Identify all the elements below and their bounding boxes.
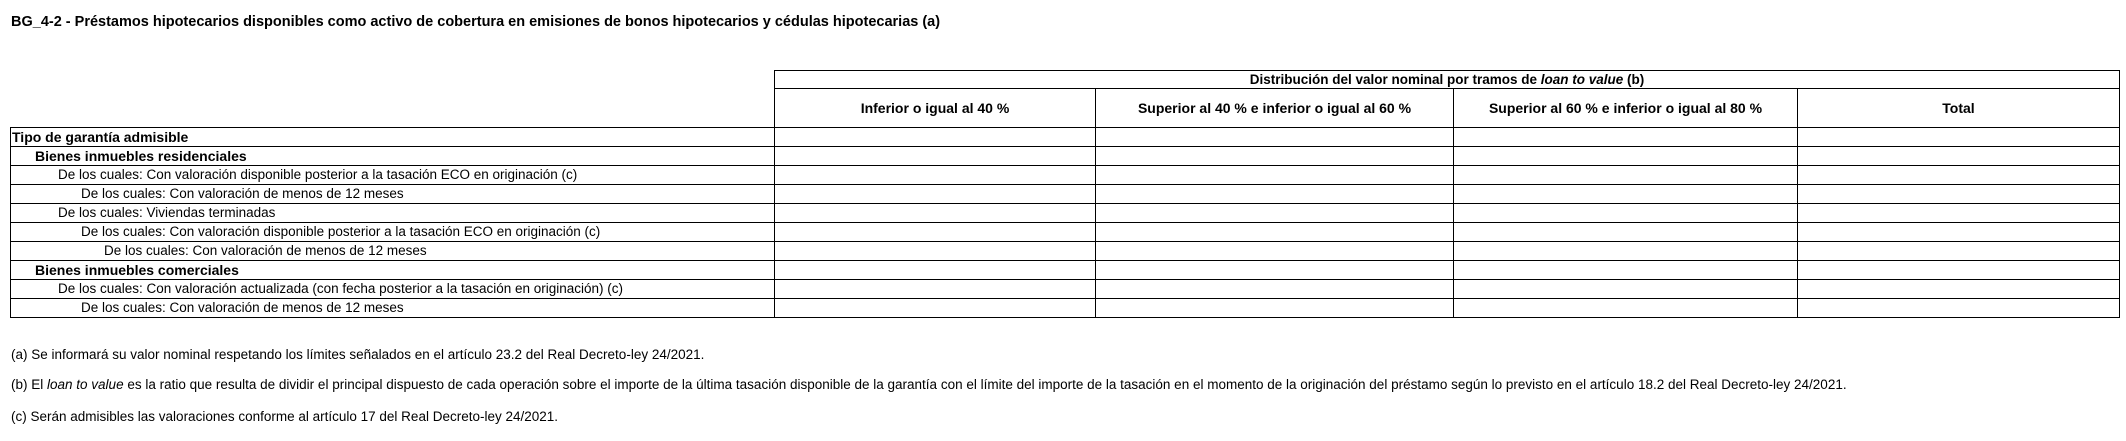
data-cell[interactable] <box>1454 223 1798 242</box>
data-cell[interactable] <box>775 299 1096 318</box>
row-label: Tipo de garantía admisible <box>11 128 775 147</box>
row-label: De los cuales: Con valoración de menos de 12 meses <box>11 242 775 261</box>
row-label: Bienes inmuebles residenciales <box>11 147 775 166</box>
data-cell[interactable] <box>1798 166 2120 185</box>
data-cell[interactable] <box>1798 261 2120 280</box>
footnote-b-prefix: (b) El <box>11 377 48 392</box>
data-cell[interactable] <box>775 204 1096 223</box>
data-cell[interactable] <box>1454 261 1798 280</box>
data-cell[interactable] <box>1798 128 2120 147</box>
row-label: De los cuales: Viviendas terminadas <box>11 204 775 223</box>
data-cell[interactable] <box>1096 147 1454 166</box>
row-label: De los cuales: Con valoración disponible posterior a la tasación ECO en originación (c) <box>11 223 775 242</box>
header-group-row <box>11 71 2120 89</box>
page-title: BG_4-2 - Préstamos hipotecarios disponibles como activo de cobertura en emisiones de bonos hipotecarios y cédulas hipotecarias (a) <box>11 14 941 30</box>
data-cell[interactable] <box>775 242 1096 261</box>
row-label: De los cuales: Con valoración de menos de 12 meses <box>11 185 775 204</box>
data-cell[interactable] <box>1798 185 2120 204</box>
data-cell[interactable] <box>1096 204 1454 223</box>
data-cell[interactable] <box>1096 299 1454 318</box>
table-row <box>11 128 2120 147</box>
data-cell[interactable] <box>1096 166 1454 185</box>
header-group-suffix: (b) <box>1623 72 1645 87</box>
header-blank <box>11 71 775 89</box>
data-cell[interactable] <box>1454 147 1798 166</box>
data-cell[interactable] <box>1096 280 1454 299</box>
table-row <box>11 166 2120 185</box>
data-cell[interactable] <box>1798 280 2120 299</box>
footnote-b-suffix: es la ratio que resulta de dividir el principal dispuesto de cada operación sobre el importe de la última tasación disponible de la garantía con el límite del importe de la tasación en el momento de la originación del préstamo según lo previsto en el artículo 18.2 del Real Decreto-ley 24/2021. <box>123 377 1847 392</box>
footnote-b-italic: loan to value <box>47 377 124 392</box>
column-header: Superior al 60 % e inferior o igual al 80 % <box>1454 89 1798 128</box>
data-cell[interactable] <box>775 280 1096 299</box>
data-cell[interactable] <box>775 223 1096 242</box>
table-row <box>11 185 2120 204</box>
footnote-a: (a) Se informará su valor nominal respetando los límites señalados en el artículo 23.2 del Real Decreto-ley 24/2021. <box>11 347 705 362</box>
table-row <box>11 147 2120 166</box>
table-row <box>11 299 2120 318</box>
table-body <box>11 128 2120 318</box>
data-cell[interactable] <box>1798 242 2120 261</box>
data-cell[interactable] <box>1096 242 1454 261</box>
data-cell[interactable] <box>1454 185 1798 204</box>
table-row <box>11 261 2120 280</box>
data-cell[interactable] <box>1798 299 2120 318</box>
table-row <box>11 204 2120 223</box>
column-header: Inferior o igual al 40 % <box>775 89 1096 128</box>
data-cell[interactable] <box>775 128 1096 147</box>
column-header: Superior al 40 % e inferior o igual al 60 % <box>1096 89 1454 128</box>
data-cell[interactable] <box>1096 223 1454 242</box>
data-cell[interactable] <box>1454 204 1798 223</box>
data-cell[interactable] <box>1454 299 1798 318</box>
table-row <box>11 223 2120 242</box>
footnote-c: (c) Serán admisibles las valoraciones conforme al artículo 17 del Real Decreto-ley 24/2021. <box>11 409 559 424</box>
data-cell[interactable] <box>1096 185 1454 204</box>
column-header: Total <box>1798 89 2120 128</box>
table-row <box>11 242 2120 261</box>
header-columns-row <box>11 89 2120 128</box>
ltv-table <box>10 70 2120 318</box>
data-cell[interactable] <box>1798 223 2120 242</box>
header-group-italic: loan to value <box>1540 72 1624 87</box>
row-label: Bienes inmuebles comerciales <box>11 261 775 280</box>
data-cell[interactable] <box>1096 128 1454 147</box>
row-label: De los cuales: Con valoración de menos de 12 meses <box>11 299 775 318</box>
row-label: De los cuales: Con valoración disponible posterior a la tasación ECO en originación (c) <box>11 166 775 185</box>
header-group-prefix: Distribución del valor nominal por tramos de <box>1249 72 1541 87</box>
data-cell[interactable] <box>1798 204 2120 223</box>
data-cell[interactable] <box>1454 280 1798 299</box>
data-cell[interactable] <box>775 147 1096 166</box>
data-cell[interactable] <box>775 166 1096 185</box>
header-blank <box>11 89 775 128</box>
data-cell[interactable] <box>775 185 1096 204</box>
data-cell[interactable] <box>1798 147 2120 166</box>
data-cell[interactable] <box>1454 128 1798 147</box>
data-cell[interactable] <box>1096 261 1454 280</box>
data-cell[interactable] <box>1454 166 1798 185</box>
data-cell[interactable] <box>775 261 1096 280</box>
header-group-title <box>775 71 2120 89</box>
table-row <box>11 280 2120 299</box>
row-label: De los cuales: Con valoración actualizada (con fecha posterior a la tasación en originación) (c) <box>11 280 775 299</box>
data-cell[interactable] <box>1454 242 1798 261</box>
footnote-b <box>11 377 1847 392</box>
